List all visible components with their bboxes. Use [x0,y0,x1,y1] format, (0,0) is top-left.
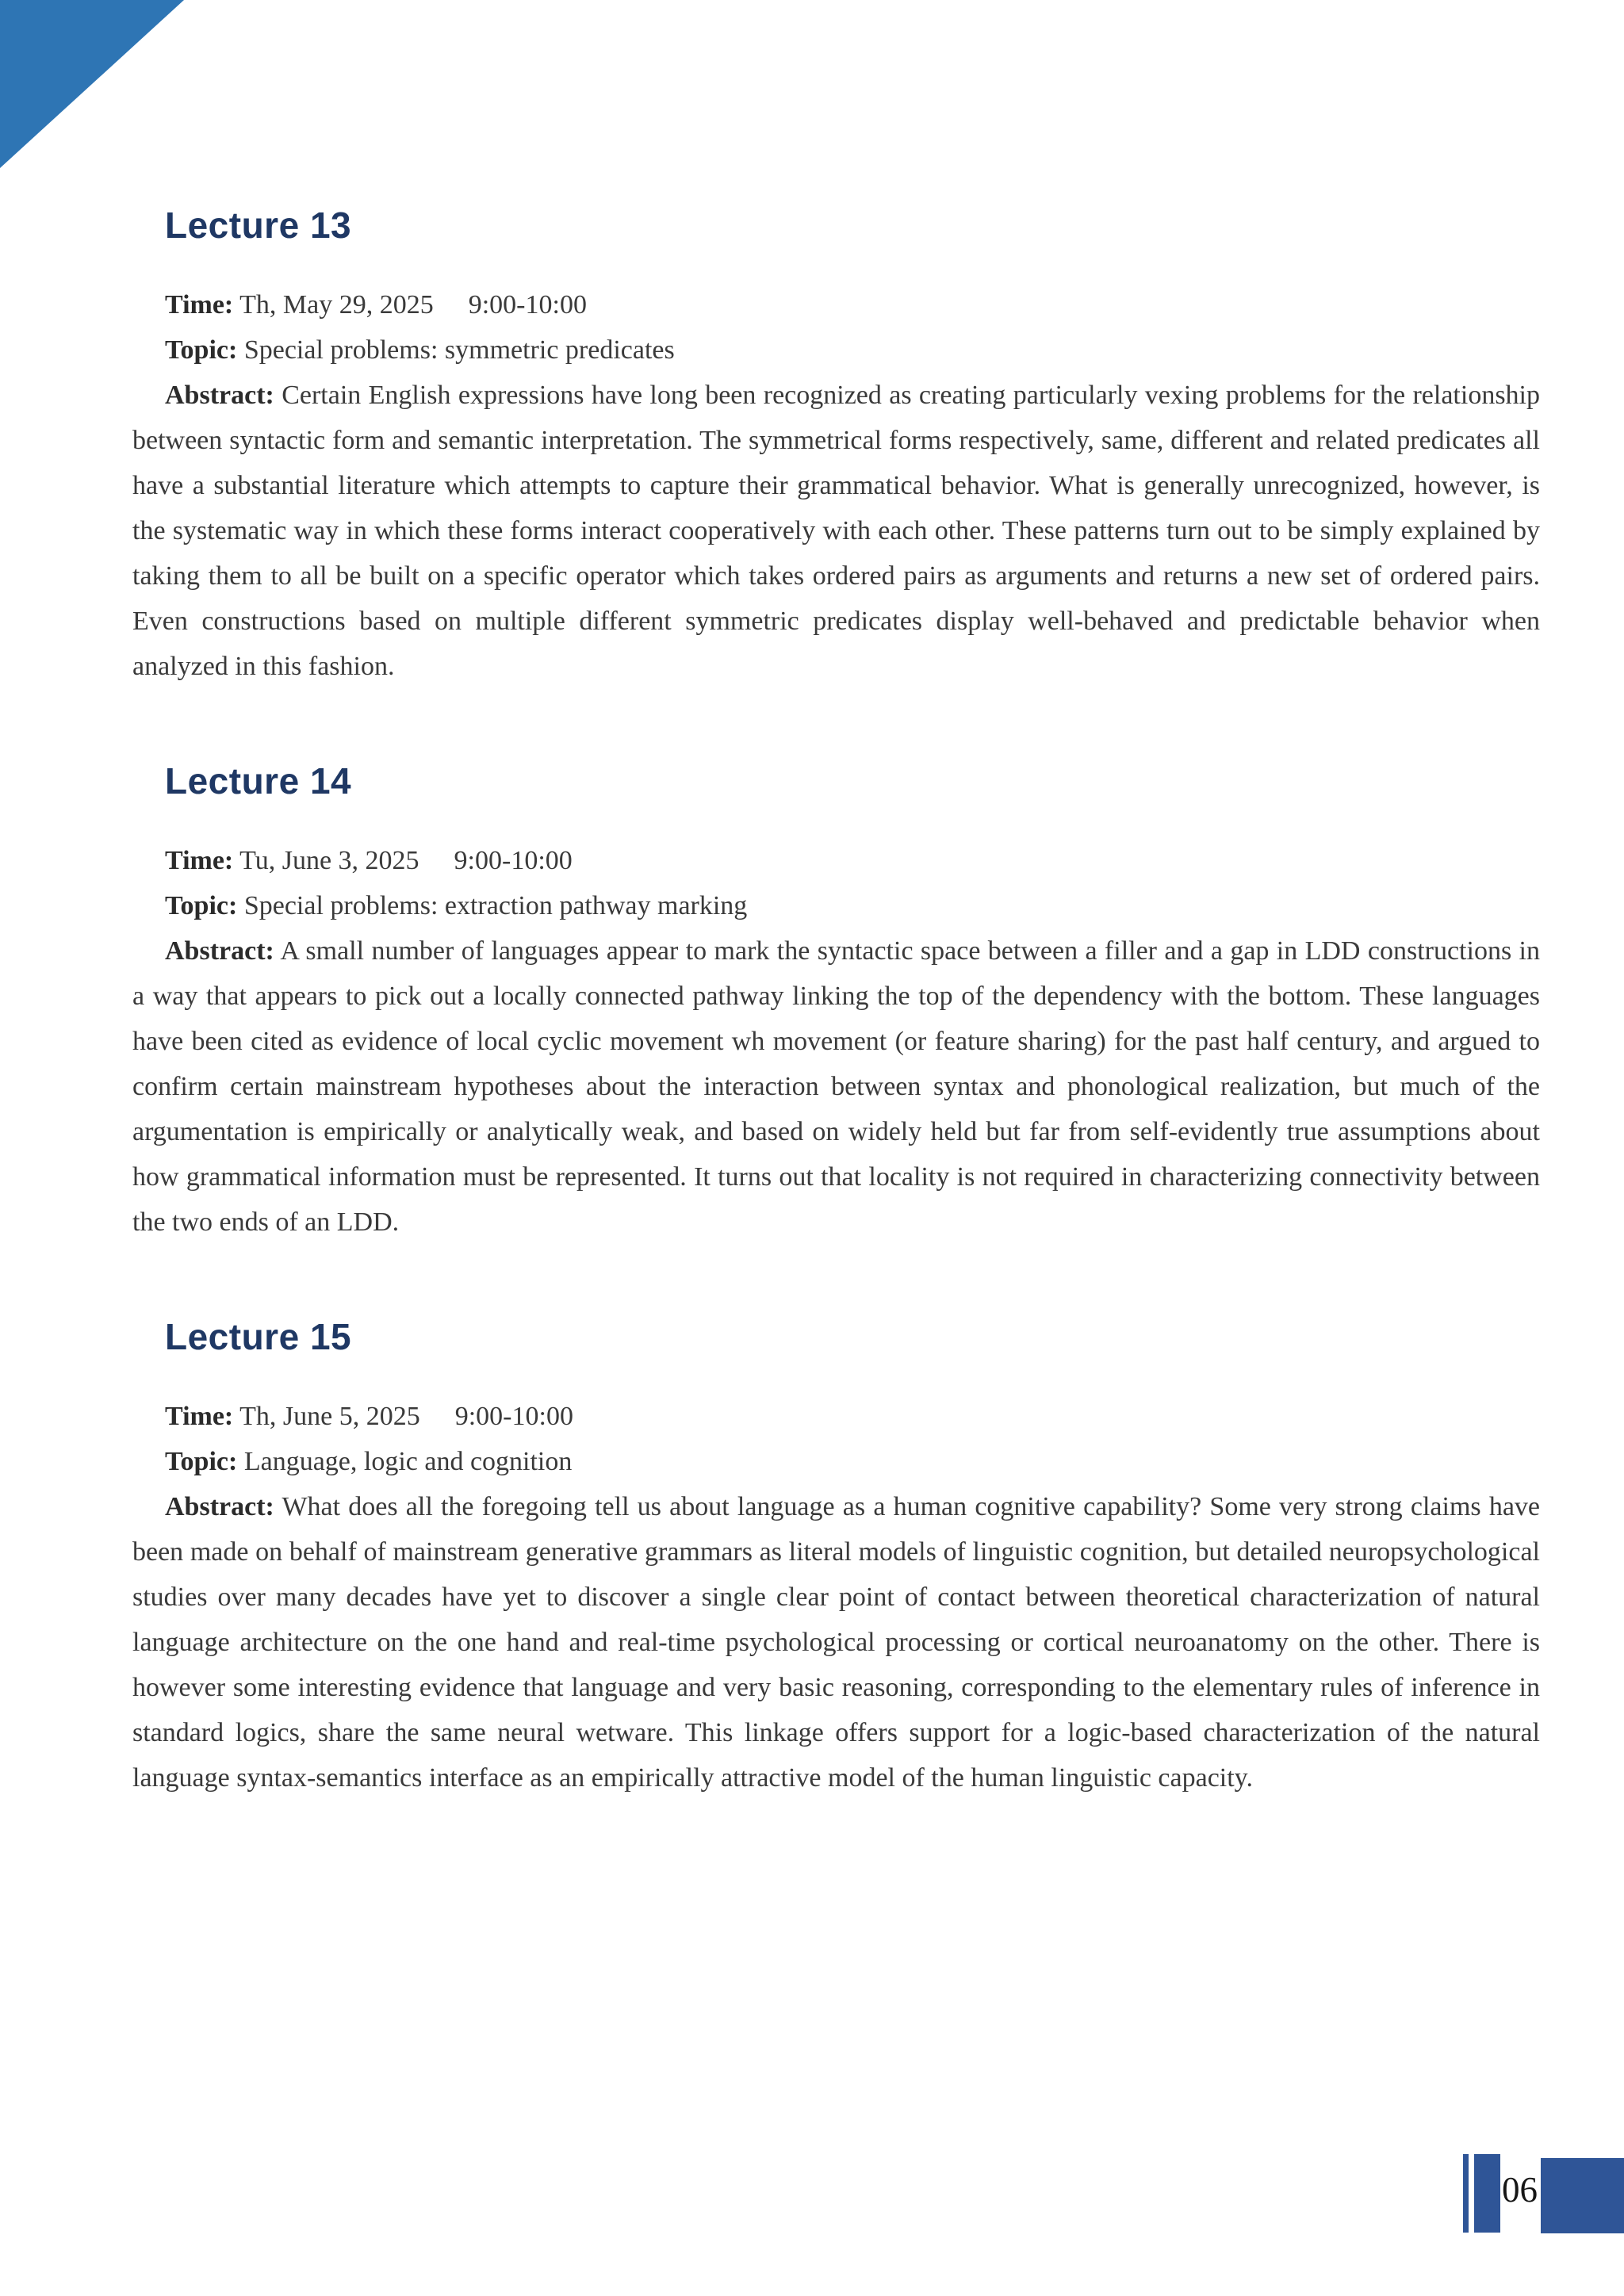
time-value: Tu, June 3, 2025 [239,846,419,875]
lecture-title: Lecture 15 [165,1316,352,1357]
lecture-section-15 [132,1316,1540,1800]
time-range: 9:00-10:00 [454,846,573,875]
lecture-time-row [165,838,1540,883]
time-value: Th, May 29, 2025 [239,290,434,320]
abstract-label: Abstract: [165,936,274,966]
lecture-section-13 [132,205,1540,689]
lecture-section-14 [132,760,1540,1245]
abstract-text: Certain English expressions have long been recognized as creating particularly vexing problems for the relationship between syntactic form and semantic interpretation. The symmetrical forms respectively, same, different and related predicates all have a substantial literature which attempts to capture their grammatical behavior. What is generally unrecognized, however, is the systematic way in which these forms interact cooperatively with each other. These patterns turn out to be simply explained by taking them to all be built on a specific operator which takes ordered pairs as arguments and returns a new set of ordered pairs. Even constructions based on multiple different symmetric predicates display well-behaved and predictable behavior when analyzed in this fashion. [132,381,1541,681]
abstract-text: A small number of languages appear to mark the syntactic space between a filler and a gap in LDD constructions in a way that appears to pick out a locally connected pathway linking the top of the dependency with the bottom. These languages have been cited as evidence of local cyclic movement wh movement (or feature sharing) for the past half century, and argued to confirm certain mainstream hypotheses about the interaction between syntax and phonological realization, but much of the argumentation is empirically or analytically weak, and based on widely held but far from self-evidently true assumptions about how grammatical information must be represented. It turns out that locality is not required in characterizing connectivity between the two ends of an LDD. [132,936,1541,1237]
lecture-title: Lecture 13 [165,205,352,246]
abstract-label: Abstract: [165,381,274,410]
footer-accent-bar-thin [1463,2154,1469,2233]
footer-accent-bar-wide [1474,2154,1500,2233]
page-number: 06 [1502,2170,1538,2210]
time-label: Time: [165,846,234,875]
time-range: 9:00-10:00 [468,290,587,320]
time-label: Time: [165,290,234,320]
topic-value: Special problems: symmetric predicates [243,335,675,365]
lecture-time-row [165,282,1540,327]
abstract-label: Abstract: [165,1492,274,1521]
lecture-title: Lecture 14 [165,760,352,802]
lecture-topic-row [165,1439,1540,1484]
topic-label: Topic: [165,335,238,365]
time-value: Th, June 5, 2025 [239,1402,420,1431]
topic-label: Topic: [165,1447,238,1476]
topic-value: Special problems: extraction pathway marking [243,891,748,920]
corner-decoration-triangle [0,0,184,168]
time-range: 9:00-10:00 [454,1402,573,1431]
lecture-abstract [132,373,1540,689]
lecture-topic-row [165,883,1540,928]
lecture-time-row [165,1394,1540,1439]
footer-accent-bar-large [1541,2158,1624,2233]
lecture-topic-row [165,327,1540,373]
topic-label: Topic: [165,891,238,920]
lecture-abstract [132,1484,1540,1800]
topic-value: Language, logic and cognition [243,1447,573,1476]
lecture-abstract [132,928,1540,1245]
abstract-text: What does all the foregoing tell us about language as a human cognitive capability? Some very strong claims have been made on behalf of mainstream generative grammars as literal models of linguistic cognition, but detailed neuropsychological studies over many decades have yet to discover a single clear point of contact between theoretical characterization of natural language architecture on the one hand and real-time psychological processing or cortical neuroanatomy on the other. There is however some interesting evidence that language and very basic reasoning, corresponding to the elementary rules of inference in standard logics, share the same neural wetware. This linkage offers support for a logic-based characterization of the natural language syntax-semantics interface as an empirically attractive model of the human linguistic capacity. [132,1492,1541,1793]
page-content [132,205,1540,1800]
time-label: Time: [165,1402,234,1431]
